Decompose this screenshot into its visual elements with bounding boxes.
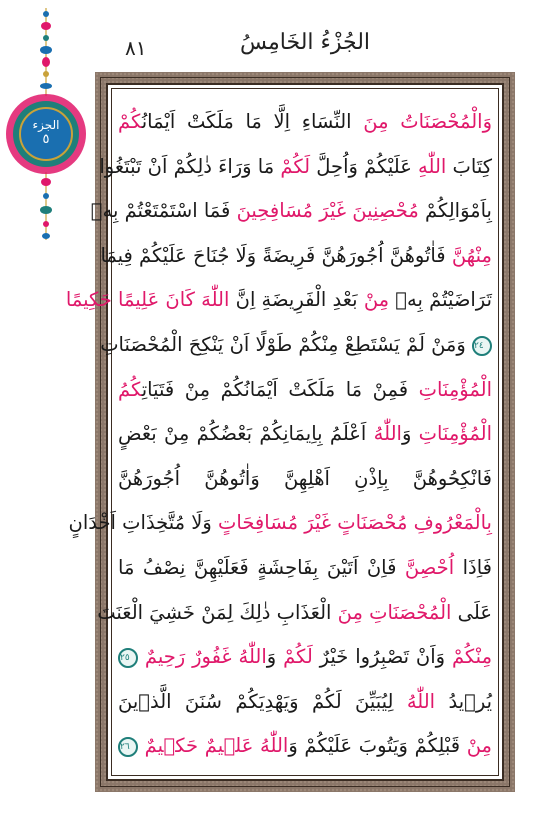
text-line [68,501,492,545]
highlighted-word: كُمُ [118,377,142,401]
verse-text: فَمِنْ مَا مَلَكَتْ اَيْمَانُكُمْ مِنْ فَتَيَاتِ [141,377,419,401]
text-line [118,546,492,590]
verse-text: فَاِذَا [454,556,492,579]
verse-text: وَ [266,645,284,669]
highlighted-word: اُحْصِنَّ [404,556,455,579]
juz-title: الجُزْءُ الخَامِسُ [239,30,371,55]
ayah-marker: ٢٦ [118,737,138,757]
highlighted-word: لَكُمْ [280,154,311,178]
verse-text: فَاِنْ اَتَيْنَ بِفَاحِشَةٍ فَعَلَيْهِنَّ نِصْفُ مَا [118,556,405,579]
highlighted-word: مُحْصَنَاتٍ غَيْرَ مُسَافِحَاتٍ [218,511,408,535]
verse-text: فَاٰتُوهُنَّ اُجُورَهُنَّ فَرِيضَةً وَلَا جُنَاحَ عَلَيْكُمْ فِيمَا [100,243,452,267]
text-line [118,724,492,768]
verse-text: تَرَاضَيْتُمْ بِه۪ [389,288,492,312]
quran-text [65,100,493,770]
verse-text: الْعَذَابِ ذٰلِكَ لِمَنْ خَشِيَ الْعَنَتَ [97,600,338,624]
verse-text: بِاَمْوَالِكُمْ [418,199,492,223]
ayah-marker: ٢٤ [472,336,492,356]
medallion-label [21,118,71,147]
highlighted-word: اللّٰهَ كَانَ عَلِيمًا حَكِيمًا [65,288,230,312]
text-line [100,234,492,278]
highlighted-word: اللّٰهُ غَفُورٌ رَحِيمٌ [144,645,267,669]
highlighted-word: كُمْ [118,110,142,133]
verse-text: يُر۪يدُ [435,689,493,713]
verse-text: قَبْلِكُمْ وَيَتُوبَ عَلَيْكُمْ وَ [288,734,467,758]
text-line [118,100,492,144]
highlighted-word: مِنْ [466,734,492,758]
text-line [100,323,492,367]
highlighted-word: مِنْهُنَّ [451,243,492,267]
highlighted-word: وَالْمُحْصَنَاتُ مِنَ [363,110,492,133]
verse-text: وَمَنْ لَمْ يَسْتَطِعْ مِنْكُمْ طَوْلًا اَنْ يَنْكِحَ الْمُحْصَنَاتِ [100,333,472,356]
highlighted-word: اللّٰهُ [406,689,436,713]
verse-text: مَا وَرَاءَ ذٰلِكُمْ اَنْ تَبْتَغُوا [99,154,281,178]
highlighted-word: الْمُؤْمِنَاتِ [418,422,492,446]
text-line [118,680,492,724]
verse-text: وَاَنْ تَصْبِرُوا خَيْرٌ [312,645,452,669]
medallion-juz-number: ٥ [42,132,50,147]
verse-text: بَعْدِ الْفَرِيضَةِ اِنَّ [229,288,364,312]
highlighted-word: لَكُمْ [283,645,313,669]
page-number: ٨١ [125,36,147,60]
highlighted-word: اللّٰهُ عَل۪يمٌ حَك۪يمٌ [144,734,289,758]
verse-text: لِيُبَيِّنَ لَكُمْ وَيَهْدِيَكُمْ سُنَنَ الَّذ۪ينَ [118,689,407,713]
verse-text: فَانْكِحُوهُنَّ بِاِذْنِ اَهْلِهِنَّ وَاٰتُوهُنَّ اُجُورَهُنَّ [118,466,492,490]
text-line [118,412,492,456]
text-line [118,368,492,412]
highlighted-word: مُحْصِنِينَ غَيْرَ مُسَافِحِينَ [236,199,419,223]
text-line [118,457,492,501]
verse-text: اَعْلَمُ بِاِيمَانِكُمْ بَعْضُكُمْ مِنْ بَعْضٍ [118,422,374,446]
highlighted-word: اللّٰهِ [418,154,447,178]
verse-text: عَلَى [451,600,492,624]
text-line [99,145,492,189]
verse-text: وَ [401,422,419,446]
highlighted-word: بِالْمَعْرُوفِ [407,511,492,535]
verse-text: وَلَا مُتَّخِذَاتِ اَخْدَانٍ [68,511,219,535]
verse-text: فَمَا اسْتَمْتَعْتُمْ بِه۪ [90,199,237,223]
verse-text: عَلَيْكُمْ وَاُحِلَّ [310,154,419,178]
text-line [97,591,492,635]
highlighted-word: اللّٰهُ [373,422,402,446]
text-line [65,278,492,322]
text-line [90,189,492,233]
page-header [95,28,515,68]
text-line [118,635,492,679]
highlighted-word: مِنْ [363,288,390,312]
ayah-marker: ٢٥ [118,648,138,668]
highlighted-word: الْمُحْصَنَاتِ مِنَ [337,600,452,624]
verse-text: النِّسَاءِ اِلَّا مَا مَلَكَتْ اَيْمَانُ [141,110,364,133]
highlighted-word: الْمُؤْمِنَاتِ [418,377,492,401]
highlighted-word: مِنْكُمْ [451,645,493,669]
medallion-juz-word: الجزء [32,118,60,132]
verse-text: كِتَابَ [446,154,492,178]
